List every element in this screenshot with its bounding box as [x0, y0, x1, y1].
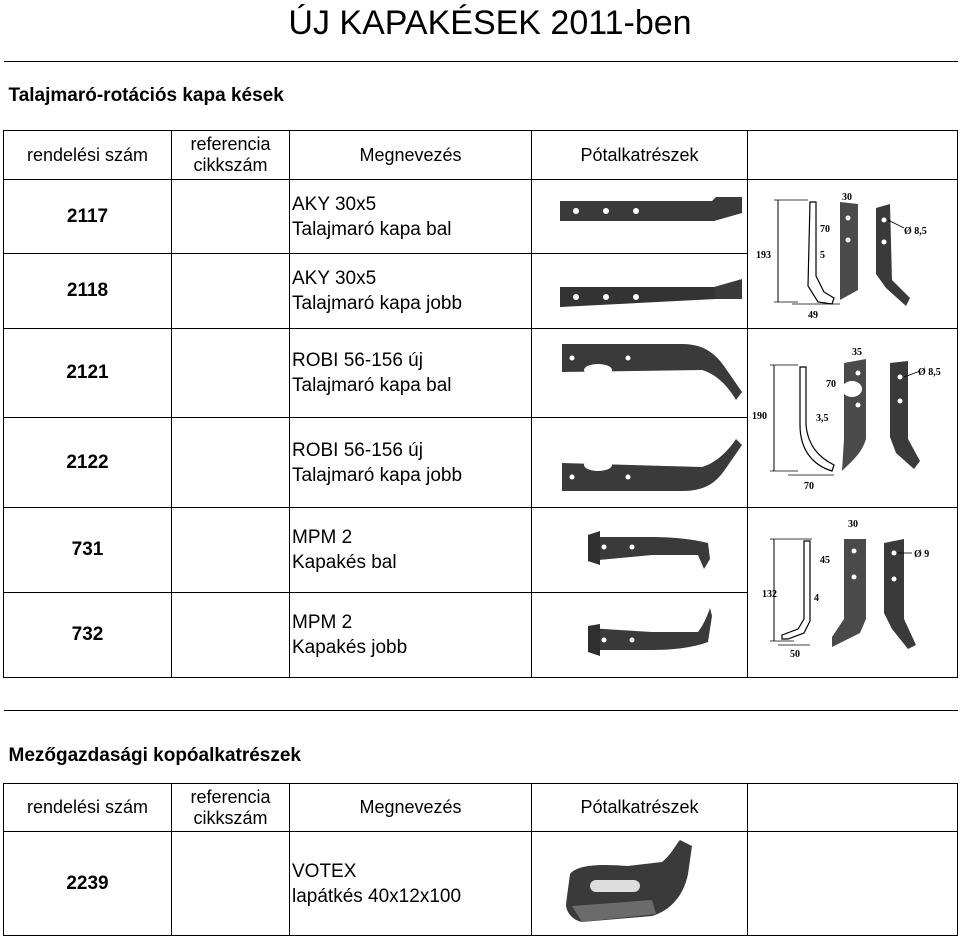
dim-height: 193: [756, 250, 771, 261]
section1-title: Talajmaró-rotációs kapa kések: [4, 62, 958, 131]
technical-drawing-aky: [748, 180, 958, 329]
table-row: [4, 508, 958, 593]
dim-hole-distance: 70: [820, 224, 830, 235]
reference-cell: [172, 329, 290, 418]
dim-thickness: 4: [814, 592, 819, 604]
dim-hole-distance: 70: [826, 379, 836, 390]
dim-top: 30: [848, 518, 858, 530]
order-number: 731: [4, 508, 172, 593]
page-title: ÚJ KAPAKÉSEK 2011-ben: [288, 4, 692, 42]
col-header-order-no: rendelési szám: [4, 131, 172, 180]
product-name: AKY 30x5 Talajmaró kapa jobb: [290, 254, 532, 329]
section1-table: [3, 61, 958, 678]
technical-drawing-robi: [748, 329, 958, 508]
order-number: 732: [4, 593, 172, 678]
product-name: ROBI 56-156 új Talajmaró kapa jobb: [290, 418, 532, 508]
order-number: 2121: [4, 329, 172, 418]
reference-cell: [172, 180, 290, 254]
blade-image-731: [532, 508, 748, 593]
table-row: [4, 180, 958, 254]
col-header-order-no: rendelési szám: [4, 784, 172, 832]
drawing-cell: [748, 832, 958, 936]
product-name: MPM 2 Kapakés jobb: [290, 593, 532, 678]
col-header-parts: Pótalkatrészek: [532, 784, 748, 832]
product-name: AKY 30x5 Talajmaró kapa bal: [290, 180, 532, 254]
blade-image-2121: [532, 329, 748, 418]
col-header-drawing: [748, 784, 958, 832]
dim-height: 190: [752, 411, 767, 422]
section2-table: [3, 710, 958, 936]
dim-hole: Ø 8,5: [904, 226, 927, 237]
technical-drawing-mpm: [748, 508, 958, 678]
product-name: ROBI 56-156 új Talajmaró kapa bal: [290, 329, 532, 418]
col-header-drawing: [748, 131, 958, 180]
reference-cell: [172, 254, 290, 329]
dim-bottom: 50: [790, 648, 800, 660]
order-number: 2239: [4, 832, 172, 936]
blade-image-2118: [532, 254, 748, 329]
reference-cell: [172, 418, 290, 508]
reference-cell: [172, 508, 290, 593]
dim-bottom: 70: [804, 481, 814, 492]
order-number: 2117: [4, 180, 172, 254]
section2-title: Mezőgazdasági kopóalkatrészek: [4, 711, 958, 784]
blade-image-2239: [532, 832, 748, 936]
table-row: [4, 329, 958, 418]
reference-cell: [172, 832, 290, 936]
dim-thickness: 5: [820, 250, 825, 261]
col-header-name: Megnevezés: [290, 784, 532, 832]
reference-cell: [172, 593, 290, 678]
col-header-reference: referencia cikkszám: [172, 784, 290, 832]
col-header-parts: Pótalkatrészek: [532, 131, 748, 180]
dim-height: 132: [762, 588, 777, 600]
table-row: [4, 832, 958, 936]
dim-hole: Ø 8,5: [918, 367, 941, 378]
product-name: MPM 2 Kapakés bal: [290, 508, 532, 593]
col-header-name: Megnevezés: [290, 131, 532, 180]
col-header-reference: referencia cikkszám: [172, 131, 290, 180]
dim-thickness: 3,5: [816, 413, 829, 424]
order-number: 2118: [4, 254, 172, 329]
blade-image-732: [532, 593, 748, 678]
dim-top: 30: [842, 192, 852, 203]
blade-image-2122: [532, 418, 748, 508]
product-name: VOTEX lapátkés 40x12x100: [290, 832, 532, 936]
order-number: 2122: [4, 418, 172, 508]
blade-image-2117: [532, 180, 748, 254]
dim-bottom: 49: [808, 310, 818, 321]
dim-top: 35: [852, 347, 862, 358]
dim-hole: Ø 9: [914, 548, 930, 560]
dim-hole-distance: 45: [820, 554, 830, 566]
